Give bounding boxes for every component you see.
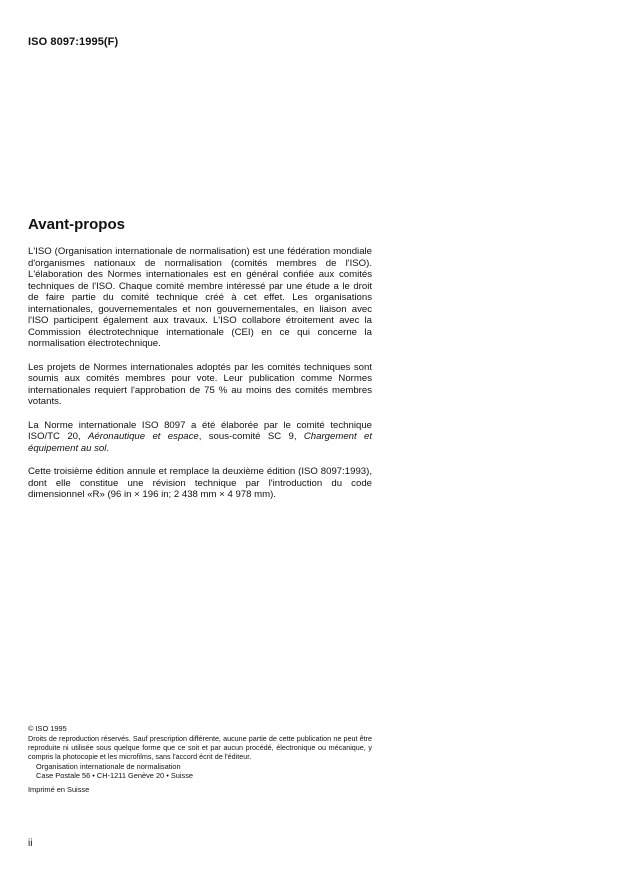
committee-text-c: .	[106, 442, 110, 454]
copyright-notice: © ISO 1995	[28, 724, 67, 733]
organization-address: Case Postale 56 • CH-1211 Genève 20 • Suisse	[36, 771, 194, 781]
organization-name: Organisation internationale de normalisation	[36, 761, 181, 771]
subcommittee-name: Chargement et équipement au sol	[28, 431, 373, 454]
paragraph-voting: Les projets de Normes internationales adoptés par les comités techniques sont soumis aux comités membres pour vote. Leur publication comme Normes internationales requiert l'approbation de 75 % au moins des comités membres votants.	[28, 361, 372, 407]
section-title: Avant-propos	[28, 216, 125, 233]
committee-name: Aéronautique et espace	[88, 431, 199, 442]
committee-text-b: , sous-comité SC 9,	[198, 431, 304, 442]
paragraph-iso-description: L'ISO (Organisation internationale de normalisation) est une fédération mondiale d'organismes nationaux de normalisation (comités membres de l'ISO). L'élaboration des Normes internationales est en général confiée aux comités techniques de l'ISO. Chaque comité membre intéressé par une étude a le droit de faire partie du comité technique créé à cet effet. Les organisations internationales, gouvernementales et non gouvernementales, en liaison avec l'ISO participent également aux travaux. L'ISO collabore étroitement avec la Commission électrotechnique internationale (CEI) en ce qui concerne la normalisation électrotechnique.	[28, 246, 372, 349]
copyright-rights: Droits de reproduction réservés. Sauf prescription différente, aucune partie de cette publication ne peut être reproduite ni utilisée sous quelque forme que ce soit et par aucun procédé, électronique ou mécanique, y compris la photocopie et les microfilms, sans l'accord écrit de l'éditeur.	[28, 733, 372, 762]
paragraph-committee	[28, 420, 372, 455]
standard-reference: ISO 8097:1995(F)	[28, 36, 119, 48]
copyright-block	[28, 724, 372, 795]
page-number: ii	[28, 838, 33, 849]
committee-text-a: La Norme internationale ISO 8097 a été élaborée par le comité technique ISO/TC 20,	[28, 419, 372, 442]
printed-in: Imprimé en Suisse	[28, 785, 90, 794]
paragraph-edition: Cette troisième édition annule et remplace la deuxième édition (ISO 8097:1993), dont elle constitue une révision technique par l'introduction du code dimensionnel «R» (96 in × 196 in; 2 438 mm × 4 978 mm).	[28, 466, 372, 500]
foreword-body	[28, 246, 372, 501]
